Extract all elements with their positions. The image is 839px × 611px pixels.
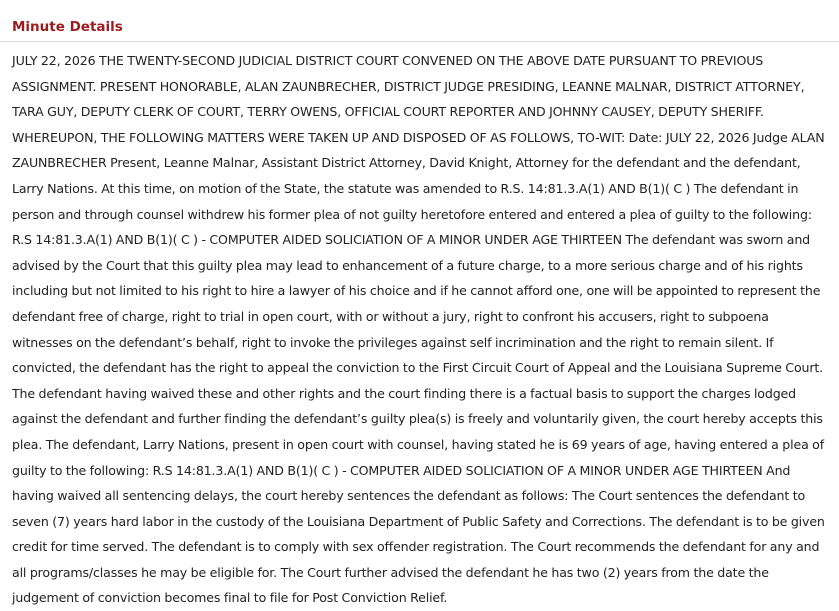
- panel-title: Minute Details: [12, 19, 123, 35]
- minute-text: JULY 22, 2026 THE TWENTY-SECOND JUDICIAL DISTRICT COURT CONVENED ON THE ABOVE DATE PURSUANT TO PREVIOUS ASSIGNMENT. PRESENT HONORABLE, ALAN ZAUNBRECHER, DISTRICT JUDGE PRESIDING, LEANNE MALNAR, DISTRICT ATTORNEY, TARA GUY, DEPUTY CLERK OF COURT, TERRY OWENS, OFFICIAL COURT REPORTER AND JOHNNY CAUSEY, DEPUTY SHERIFF. WHEREUPON, THE FOLLOWING MATTERS WERE TAKEN UP AND DISPOSED OF AS FOLLOWS, TO-WIT: Date: JULY 22, 2026 Judge ALAN ZAUNBRECHER Present, Leanne Malnar, Assistant District Attorney, David Knight, Attorney for the defendant and the defendant, Larry Nations. At this time, on motion of the State, the statute was amended to R.S. 14:81.3.A(1) AND B(1)( C ) The defendant in person and through counsel withdrew his former plea of not guilty heretofore entered and entered a plea of guilty to the following: R.S 14:81.3.A(1) AND B(1)( C ) - COMPUTER AIDED SOLICIATION OF A MINOR UNDER AGE THIRTEEN The defendant was sworn and advised by the Court that this guilty plea may lead to enhancement of a future charge, to a more serious charge and of his rights including but not limited to his right to hire a lawyer of his choice and if he cannot afford one, one will be appointed to represent the defendant free of charge, right to trial in open court, with or without a jury, right to confront his accusers, right to subpoena witnesses on the defendant’s behalf, right to invoke the privileges against self incrimination and the right to remain silent. If convicted, the defendant has the right to appeal the conviction to the First Circuit Court of Appeal and the Louisiana Supreme Court. The defendant having waived these and other rights and the court finding there is a factual basis to support the charges lodged against the defendant and further finding the defendant’s guilty plea(s) is freely and voluntarily given, the court hereby accepts this plea. The defendant, Larry Nations, present in open court with counsel, having stated he is 69 years of age, having entered a plea of guilty to the following: R.S 14:81.3.A(1) AND B(1)( C ) - COMPUTER AIDED SOLICIATION OF A MINOR UNDER AGE THIRTEEN And having waived all sentencing delays, the court hereby sentences the defendant as follows: The Court sentences the defendant to seven (7) years hard labor in the custody of the Louisiana Department of Public Safety and Corrections. The defendant is to be given credit for time served. The defendant is to comply with sex offender registration. The Court recommends the defendant for any and all programs/classes he may be eligible for. The Court further advised the defendant he has two (2) years from the date the judgement of conviction becomes final to file for Post Conviction Relief.: [12, 53, 825, 606]
- panel-header: [0, 0, 839, 42]
- panel-body: [0, 42, 839, 611]
